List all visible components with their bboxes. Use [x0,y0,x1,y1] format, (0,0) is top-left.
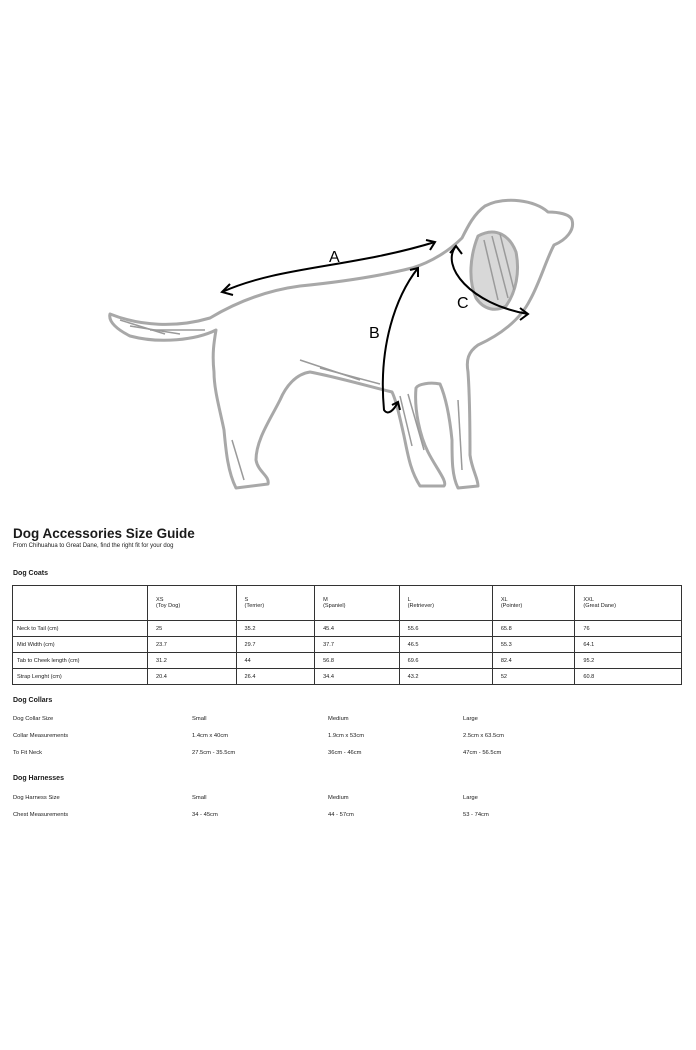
table-cell: 65.8 [492,621,575,637]
table-cell: 31.2 [148,653,237,669]
table-cell: 95.2 [575,653,682,669]
table-cell: 43.2 [399,669,492,685]
table-cell: 69.6 [399,653,492,669]
harness-cell: Large [463,795,478,801]
collar-cell: Medium [328,716,349,722]
table-cell: 25 [148,621,237,637]
coats-header-cell: XXL (Great Dane) [575,586,682,621]
collar-cell: 2.5cm x 63.5cm [463,733,504,739]
collar-cell: 1.4cm x 40cm [192,733,229,739]
table-cell: 76 [575,621,682,637]
harness-cell: 34 - 45cm [192,812,218,818]
row-label: Tab to Cheek length (cm) [13,653,148,669]
harness-cell: 53 - 74cm [463,812,489,818]
label-a: A [329,249,340,266]
table-cell: 23.7 [148,637,237,653]
table-row [13,637,682,653]
dog-silhouette [110,200,573,488]
table-cell: 34.4 [315,669,400,685]
collar-row-label: Collar Measurements [13,733,69,739]
harness-cell: Small [192,795,207,801]
collar-cell: 36cm - 46cm [328,750,362,756]
table-cell: 46.5 [399,637,492,653]
table-cell: 52 [492,669,575,685]
coats-header-cell: XS (Toy Dog) [148,586,237,621]
collar-cell: Large [463,716,478,722]
table-cell: 44 [236,653,315,669]
label-c: C [457,295,469,312]
coats-header-cell: XL (Pointer) [492,586,575,621]
collar-cell: 47cm - 56.5cm [463,750,502,756]
table-cell: 20.4 [148,669,237,685]
coats-header-row [13,586,682,621]
collar-cell: Small [192,716,207,722]
table-cell: 26.4 [236,669,315,685]
collar-row-label: To Fit Neck [13,750,42,756]
table-row [13,621,682,637]
coats-header-cell: M (Spaniel) [315,586,400,621]
table-cell: 56.8 [315,653,400,669]
row-label: Strap Lenght (cm) [13,669,148,685]
table-row [13,669,682,685]
label-b: B [369,325,380,342]
collar-cell: 1.9cm x 53cm [328,733,365,739]
harness-row-label: Dog Harness Size [13,795,60,801]
harness-cell: 44 - 57cm [328,812,354,818]
coats-header-empty [13,586,148,621]
table-cell: 37.7 [315,637,400,653]
collar-cell: 27.5cm - 35.5cm [192,750,236,756]
table-cell: 82.4 [492,653,575,669]
coats-header-cell: S (Terrier) [236,586,315,621]
table-row [13,653,682,669]
table-cell: 45.4 [315,621,400,637]
page-title: Dog Accessories Size Guide [13,526,195,541]
row-label: Mid Width (cm) [13,637,148,653]
collars-heading: Dog Collars [13,697,53,704]
harness-cell: Medium [328,795,349,801]
table-cell: 64.1 [575,637,682,653]
coats-table [12,585,682,685]
dog-measurement-diagram [0,180,696,510]
table-cell: 29.7 [236,637,315,653]
page-subtitle: From Chihuahua to Great Dane, find the right fit for your dog [13,543,174,549]
coats-heading: Dog Coats [13,570,48,577]
coats-header-cell: L (Retriever) [399,586,492,621]
harnesses-heading: Dog Harnesses [13,775,64,782]
table-cell: 35.2 [236,621,315,637]
table-cell: 55.6 [399,621,492,637]
table-cell: 55.3 [492,637,575,653]
table-cell: 60.8 [575,669,682,685]
harness-row-label: Chest Measurements [13,812,69,818]
row-label: Neck to Tail (cm) [13,621,148,637]
collar-row-label: Dog Collar Size [13,716,54,722]
